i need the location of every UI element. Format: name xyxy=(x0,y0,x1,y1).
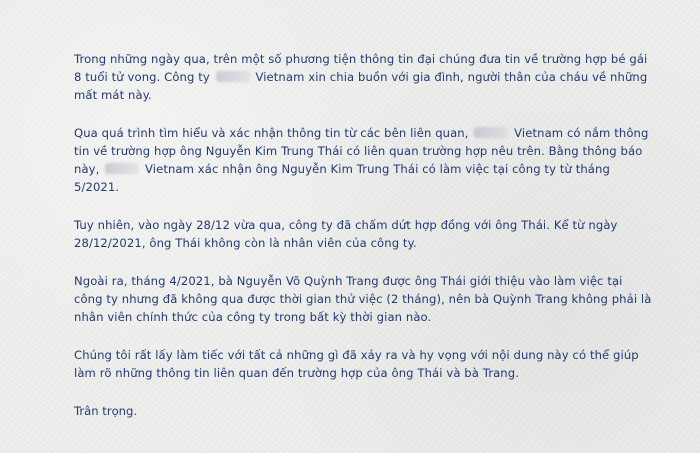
paragraph-termination: Tuy nhiên, vào ngày 28/12 vừa qua, công ty đã chấm dứt hợp đồng với ông Thái. Kể từ ngày 28/12/2021, ông Thái không còn là nhân viên của công ty. xyxy=(74,218,618,250)
redacted-company-name xyxy=(216,71,250,82)
closing-line: Trân trọng. xyxy=(74,404,138,418)
redacted-company-name xyxy=(474,127,508,138)
paragraph-confirmation xyxy=(74,124,654,196)
paragraph-condolence xyxy=(74,50,654,104)
paragraph-probation: Ngoài ra, tháng 4/2021, bà Nguyễn Võ Quỳnh Trang được ông Thái giới thiệu vào làm việc tại công ty nhưng đã không qua được thời gian thử việc (2 tháng), nên bà Quỳnh Trang không phải là nhân viên chính thức của công ty trong bất kỳ thời gian nào. xyxy=(74,274,652,324)
paragraph-regret: Chúng tôi rất lấy làm tiếc với tất cả những gì đã xảy ra và hy vọng với nội dung này có thể giúp làm rõ những thông tin liên quan đến trường hợp của ông Thái và bà Trang. xyxy=(74,348,639,380)
letter-body xyxy=(74,50,654,420)
redacted-company-name xyxy=(105,163,139,174)
paragraph-2-part-a: Qua quá trình tìm hiểu và xác nhận thông tin từ các bên liên quan, xyxy=(74,126,469,140)
paragraph-2-part-b: Vietnam có nắm thông tin về trường hợp ông Nguyễn Kim Trung Thái có liên quan trường hợp nêu trên. Bằng thông báo này, xyxy=(74,126,649,176)
paragraph-1-part-a: Trong những ngày qua, trên một số phương tiện thông tin đại chúng đưa tin về trường hợp bé gái 8 tuổi tử vong. Công ty xyxy=(74,52,648,84)
paragraph-2-part-c: Vietnam xác nhận ông Nguyễn Kim Trung Thái có làm việc tại công ty từ tháng 5/2021. xyxy=(74,162,610,194)
paragraph-1-part-b: Vietnam xin chia buồn với gia đình, người thân của cháu về những mất mát này. xyxy=(74,70,648,102)
